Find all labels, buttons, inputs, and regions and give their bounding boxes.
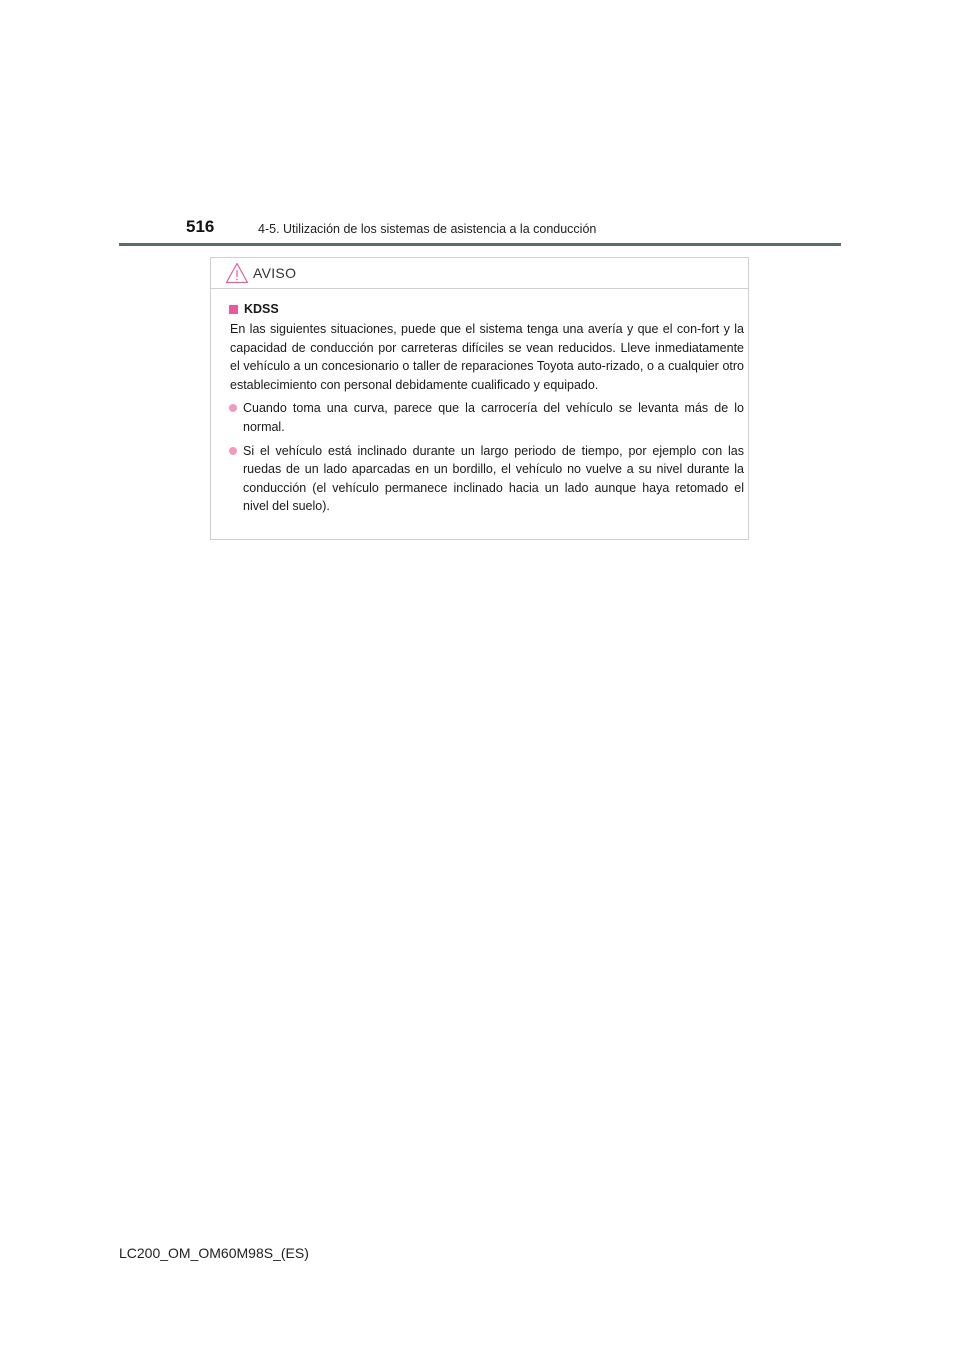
square-bullet-icon xyxy=(229,305,238,314)
warning-header xyxy=(211,258,748,289)
warning-box xyxy=(210,257,749,540)
document-code: LC200_OM_OM60M98S_(ES) xyxy=(119,1245,309,1261)
bullet-item xyxy=(229,442,744,516)
page-number: 516 xyxy=(186,217,215,236)
section-title: 4-5. Utilización de los sistemas de asistencia a la conducción xyxy=(258,222,597,236)
bullet-text: Si el vehículo está inclinado durante un largo periodo de tiempo, por ejemplo con las ruedas de un lado aparcadas en un bordillo, el vehículo no vuelve a su nivel durante la conducción (el vehículo permanece inclinado hacia un lado aunque haya retomado el nivel del suelo). xyxy=(243,443,744,514)
warning-body xyxy=(229,300,744,516)
warning-heading-text: KDSS xyxy=(244,302,279,316)
bullet-text: Cuando toma una curva, parece que la carrocería del vehículo se levanta más de lo normal. xyxy=(243,401,744,434)
bullet-item xyxy=(229,399,744,436)
header-divider xyxy=(119,243,841,246)
warning-triangle-icon xyxy=(225,262,249,284)
warning-title: AVISO xyxy=(253,265,297,281)
round-bullet-icon xyxy=(229,447,237,455)
round-bullet-icon xyxy=(229,404,237,412)
warning-heading xyxy=(229,300,744,318)
warning-paragraph: En las siguientes situaciones, puede que el sistema tenga una avería y que el con-fort y la capacidad de conducción por carreteras difíciles se vean reducidos. Lleve inmediatamente el vehículo a un concesionario o taller de reparaciones Toyota auto-rizado, o a cualquier otro establecimiento con personal debidamente cualificado y equipado. xyxy=(230,322,744,392)
